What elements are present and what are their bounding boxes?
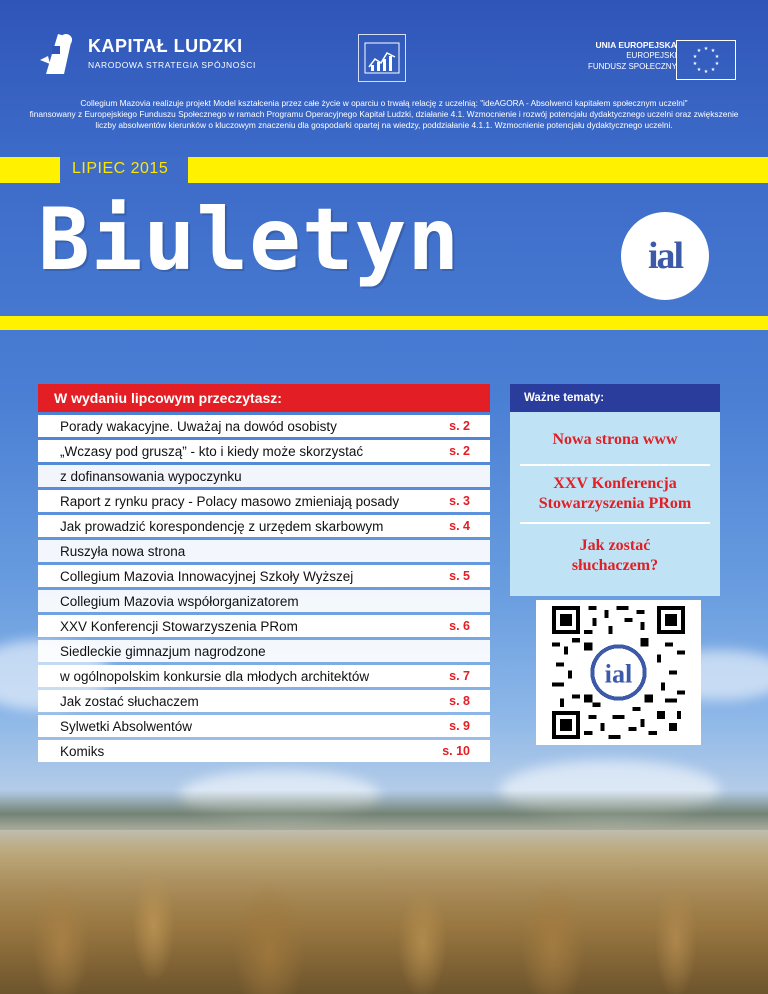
kapital-ludzki-logo	[38, 30, 256, 76]
topic-line: Stowarzyszenia PRom	[538, 495, 692, 512]
toc-row[interactable]	[38, 740, 490, 762]
topic-line: XXV Konferencja	[553, 475, 677, 492]
toc-row[interactable]	[38, 440, 490, 462]
mazovia-logo-icon	[358, 34, 406, 82]
svg-text:★: ★	[692, 54, 698, 60]
toc-row-page: s. 3	[449, 494, 470, 508]
svg-text:★: ★	[710, 48, 716, 54]
toc-row[interactable]	[38, 490, 490, 512]
qr-code[interactable]	[536, 600, 701, 745]
topic-conference[interactable]	[510, 474, 720, 514]
intro-line: Collegium Mazovia realizuje projekt Model kształcenia przez całe życie w oparciu o trwałą relację z uczelnią: "ideAGORA - Absolwenci kapitałem społecznym uczelni"	[80, 98, 688, 108]
topic-become-student[interactable]	[510, 536, 720, 576]
bulletin-title: Biuletyn	[38, 190, 461, 290]
toc-row-page: s. 7	[449, 669, 470, 683]
ue-line1: EUROPEJSKI	[626, 51, 677, 60]
toc-heading: W wydaniu lipcowym przeczytasz:	[38, 384, 490, 412]
svg-text:★: ★	[696, 48, 702, 54]
toc-row-page: s. 2	[449, 419, 470, 433]
toc-row-text: Raport z rynku pracy - Polacy masowo zmieniają posady	[60, 493, 400, 509]
toc-row[interactable]	[38, 640, 490, 662]
project-intro	[20, 98, 748, 131]
toc-row-page: s. 10	[442, 744, 470, 758]
svg-text:★: ★	[703, 46, 709, 52]
toc-row[interactable]	[38, 690, 490, 712]
toc-row[interactable]	[38, 715, 490, 737]
toc-row[interactable]	[38, 565, 490, 587]
topic-new-website[interactable]	[510, 430, 720, 450]
kapital-ludzki-title: KAPITAŁ LUDZKI	[88, 36, 243, 56]
svg-text:★: ★	[710, 67, 716, 73]
ial-badge-text: ial	[647, 235, 683, 277]
toc-row-text: Siedleckie gimnazjum nagrodzone	[60, 643, 266, 659]
eu-flag-icon	[676, 40, 736, 80]
topic-line: Nowa strona www	[552, 431, 678, 448]
toc-row[interactable]	[38, 615, 490, 637]
svg-text:★: ★	[696, 67, 702, 73]
toc-row[interactable]	[38, 515, 490, 537]
ial-badge	[621, 212, 709, 300]
toc-row-text: Jak prowadzić korespondencję z urzędem skarbowym	[60, 518, 384, 534]
toc-row-text: Collegium Mazovia współorganizatorem	[60, 593, 299, 609]
kapital-ludzki-subtitle: NARODOWA STRATEGIA SPÓJNOŚCI	[88, 60, 256, 70]
toc-row-text: Jak zostać słuchaczem	[60, 693, 199, 709]
toc-row[interactable]	[38, 590, 490, 612]
important-topics-panel	[510, 384, 720, 596]
yellow-band-bottom	[0, 316, 768, 330]
topic-line: Jak zostać	[579, 537, 651, 554]
toc-row-text: Ruszyła nowa strona	[60, 543, 186, 559]
svg-text:★: ★	[703, 69, 709, 75]
toc-row-page: s. 6	[449, 619, 470, 633]
ue-label	[588, 40, 677, 72]
svg-text:★: ★	[714, 54, 720, 60]
qr-center-label: ial	[604, 659, 633, 689]
issue-date: LIPIEC 2015	[72, 160, 169, 177]
toc-row[interactable]	[38, 540, 490, 562]
toc-row-page: s. 2	[449, 444, 470, 458]
toc-row-text: Collegium Mazovia Innowacyjnej Szkoły Wyższej	[60, 568, 354, 584]
toc-row-text: „Wczasy pod gruszą” - kto i kiedy może skorzystać	[60, 443, 364, 459]
topics-heading: Ważne tematy:	[510, 384, 720, 412]
topic-line: słuchaczem?	[571, 557, 659, 574]
table-of-contents	[38, 384, 490, 762]
toc-row-text: Porady wakacyjne. Uważaj na dowód osobisty	[60, 418, 337, 434]
toc-row-page: s. 4	[449, 519, 470, 533]
toc-row[interactable]	[38, 415, 490, 437]
ue-title: UNIA EUROPEJSKA	[595, 40, 677, 50]
toc-row-page: s. 8	[449, 694, 470, 708]
toc-row-text: z dofinansowania wypoczynku	[60, 468, 242, 484]
kapital-ludzki-icon	[38, 30, 80, 76]
svg-text:★: ★	[692, 61, 698, 67]
toc-row-text: Komiks	[60, 743, 105, 759]
wheat-field	[0, 824, 768, 994]
intro-line: liczby absolwentów kierunków o kluczowym znaczeniu dla gospodarki opartej na wiedzy, poddziałanie 4.1.1. Wzmocnienie potencjału dydaktycznego uczelni.	[95, 120, 673, 130]
toc-row-page: s. 9	[449, 719, 470, 733]
toc-row-text: XXV Konferencji Stowarzyszenia PRom	[60, 618, 298, 634]
intro-line: finansowany z Europejskiego Funduszu Społecznego w ramach Programu Operacyjnego Kapitał Ludzki, działanie 4.1. Wzmocnienie i rozwój potencjału dydaktycznego uczelni oraz zwiększenie	[29, 109, 739, 119]
toc-row-page: s. 5	[449, 569, 470, 583]
toc-row[interactable]	[38, 665, 490, 687]
svg-text:★: ★	[714, 61, 720, 67]
ue-line2: FUNDUSZ SPOŁECZNY	[588, 62, 677, 71]
toc-row-text: w ogólnopolskim konkursie dla młodych architektów	[60, 668, 370, 684]
toc-row-text: Sylwetki Absolwentów	[60, 718, 193, 734]
toc-row[interactable]	[38, 465, 490, 487]
